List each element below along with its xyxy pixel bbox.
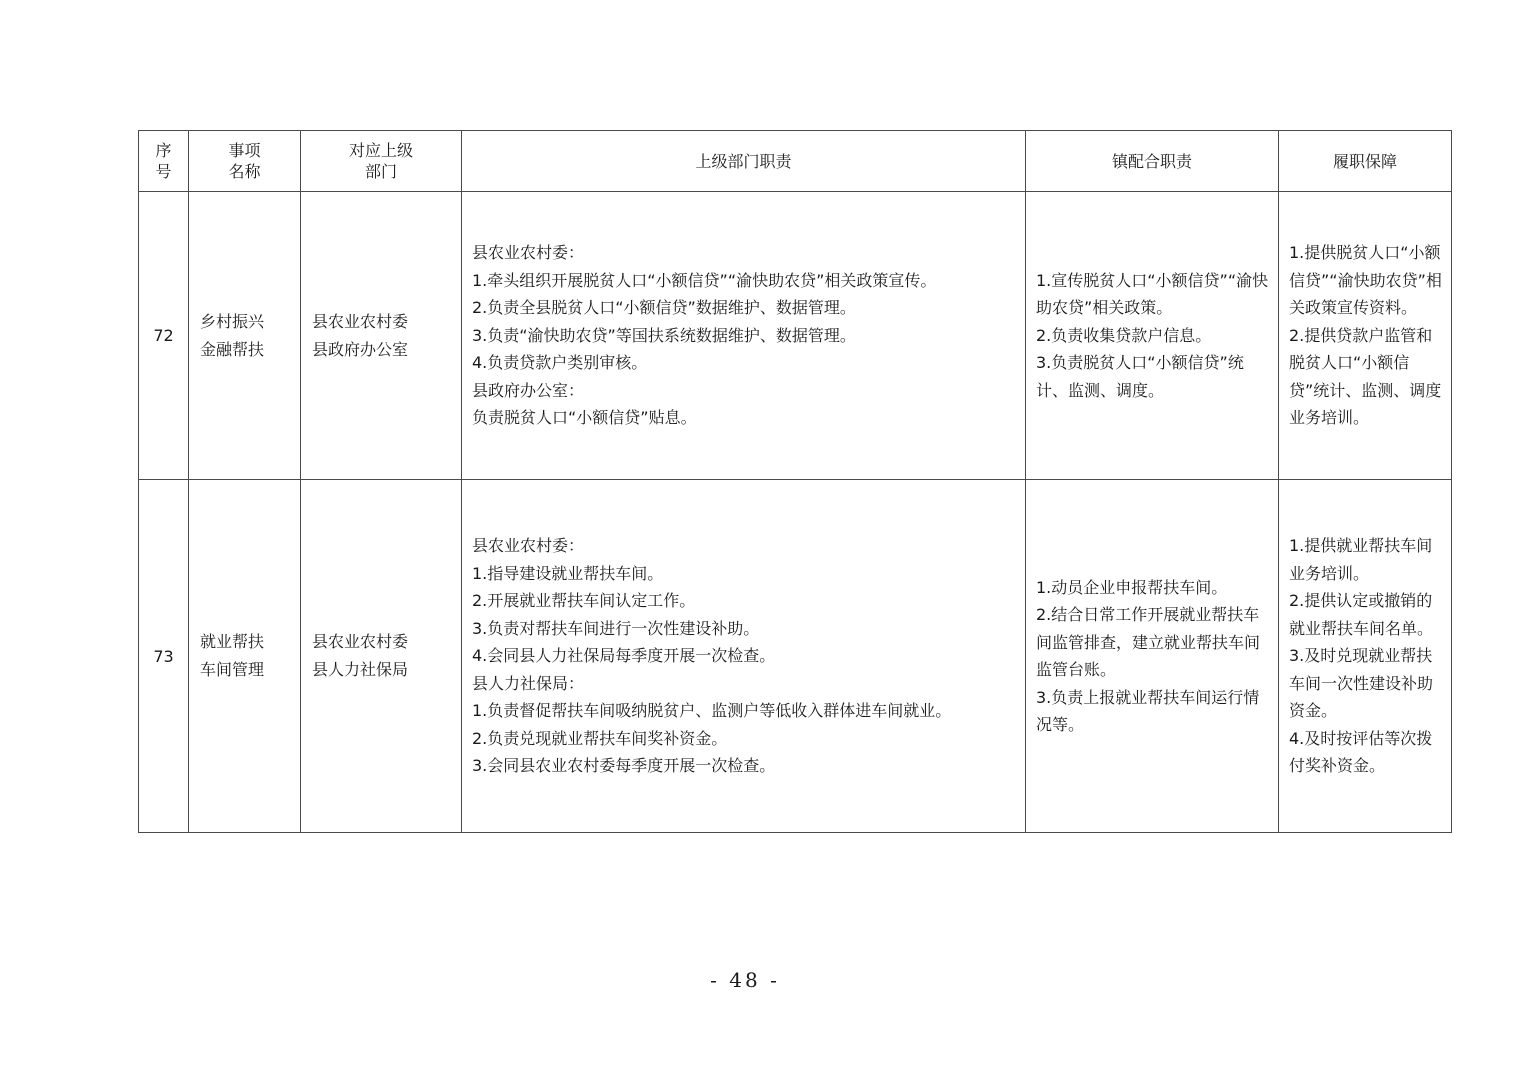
duty-line: 县农业农村委： — [472, 536, 585, 556]
header-item-name — [189, 131, 301, 192]
header-item-line: 事项 — [228, 141, 261, 160]
row-number: 72 — [139, 192, 189, 480]
item-name-line: 就业帮扶 — [200, 632, 265, 651]
duty-line: 3.会同县农业农村委每季度开展一次检查。 — [472, 756, 776, 776]
duty-line: 2.提供贷款户监管和脱贫人口“小额信贷”统计、监测、调度业务培训。 — [1289, 325, 1442, 428]
duty-line: 3.负责“渝快助农贷”等国扶系统数据维护、数据管理。 — [472, 325, 856, 345]
row-number: 73 — [139, 480, 189, 833]
duty-line: 4.负责贷款户类别审核。 — [472, 353, 648, 373]
item-name-line: 金融帮扶 — [200, 339, 265, 359]
duty-line: 2.负责兑现就业帮扶车间奖补资金。 — [472, 728, 728, 748]
upper-dept — [301, 192, 462, 480]
duty-line: 4.会同县人力社保局每季度开展一次检查。 — [472, 646, 776, 666]
duty-line: 3.及时兑现就业帮扶车间一次性建设补助资金。 — [1289, 646, 1434, 721]
upper-duties — [462, 192, 1026, 480]
item-name — [189, 480, 301, 833]
town-duties — [1026, 192, 1279, 480]
header-dept-line: 部门 — [364, 162, 397, 181]
duty-line: 1.提供就业帮扶车间业务培训。 — [1289, 536, 1433, 583]
dept-line: 县农业农村委 — [312, 632, 409, 651]
item-name-line: 乡村振兴 — [200, 311, 265, 331]
duty-line: 2.提供认定或撤销的就业帮扶车间名单。 — [1289, 591, 1434, 638]
duty-line: 3.负责对帮扶车间进行一次性建设补助。 — [472, 618, 760, 638]
duty-line: 1.宣传脱贫人口“小额信贷”“渝快助农贷”相关政策。 — [1036, 270, 1269, 318]
duty-line: 1.负责督促帮扶车间吸纳脱贫户、监测户等低收入群体进车间就业。 — [472, 701, 952, 721]
duty-line: 1.动员企业申报帮扶车间。 — [1036, 577, 1228, 597]
duty-line: 1.提供脱贫人口“小额信贷”“渝快助农贷”相关政策宣传资料。 — [1289, 243, 1442, 318]
header-item-line: 名称 — [228, 162, 261, 181]
header-row — [139, 131, 1452, 192]
header-dept-line: 对应上级 — [348, 141, 413, 160]
duty-line: 2.结合日常工作开展就业帮扶车间监管排查，建立就业帮扶车间监管台账。 — [1036, 605, 1261, 679]
header-no-line: 号 — [155, 162, 172, 181]
header-town-duties: 镇配合职责 — [1026, 131, 1279, 192]
duty-line: 1.牵头组织开展脱贫人口“小额信贷”“渝快助农贷”相关政策宣传。 — [472, 270, 937, 290]
duty-line: 4.及时按评估等次拨付奖补资金。 — [1289, 728, 1433, 776]
header-guarantee: 履职保障 — [1279, 131, 1452, 192]
duty-line: 县农业农村委： — [472, 243, 585, 263]
upper-dept — [301, 480, 462, 833]
dept-line: 县农业农村委 — [312, 311, 409, 331]
header-no — [139, 131, 189, 192]
item-name-line: 车间管理 — [200, 660, 265, 679]
guarantee — [1279, 192, 1452, 480]
duty-line: 县人力社保局： — [472, 673, 585, 693]
duty-line: 县政府办公室： — [472, 380, 585, 400]
table-row — [139, 192, 1452, 480]
duty-line: 3.负责脱贫人口“小额信贷”统计、监测、调度。 — [1036, 353, 1244, 400]
item-name — [189, 192, 301, 480]
duty-line: 2.开展就业帮扶车间认定工作。 — [472, 591, 696, 611]
table-row — [139, 480, 1452, 833]
guarantee — [1279, 480, 1452, 833]
page-number: - 48 - — [710, 968, 780, 992]
duty-line: 2.负责收集贷款户信息。 — [1036, 325, 1212, 345]
upper-duties — [462, 480, 1026, 833]
duty-line: 2.负责全县脱贫人口“小额信贷”数据维护、数据管理。 — [472, 298, 856, 318]
duty-line: 负责脱贫人口“小额信贷”贴息。 — [472, 408, 697, 428]
dept-line: 县政府办公室 — [312, 339, 409, 359]
town-duties — [1026, 480, 1279, 833]
header-upper-dept — [301, 131, 462, 192]
header-no-line: 序 — [155, 141, 172, 160]
duty-line: 3.负责上报就业帮扶车间运行情况等。 — [1036, 687, 1260, 734]
responsibility-table — [138, 130, 1452, 833]
duty-line: 1.指导建设就业帮扶车间。 — [472, 563, 664, 583]
header-upper-duties: 上级部门职责 — [462, 131, 1026, 192]
dept-line: 县人力社保局 — [312, 660, 409, 679]
